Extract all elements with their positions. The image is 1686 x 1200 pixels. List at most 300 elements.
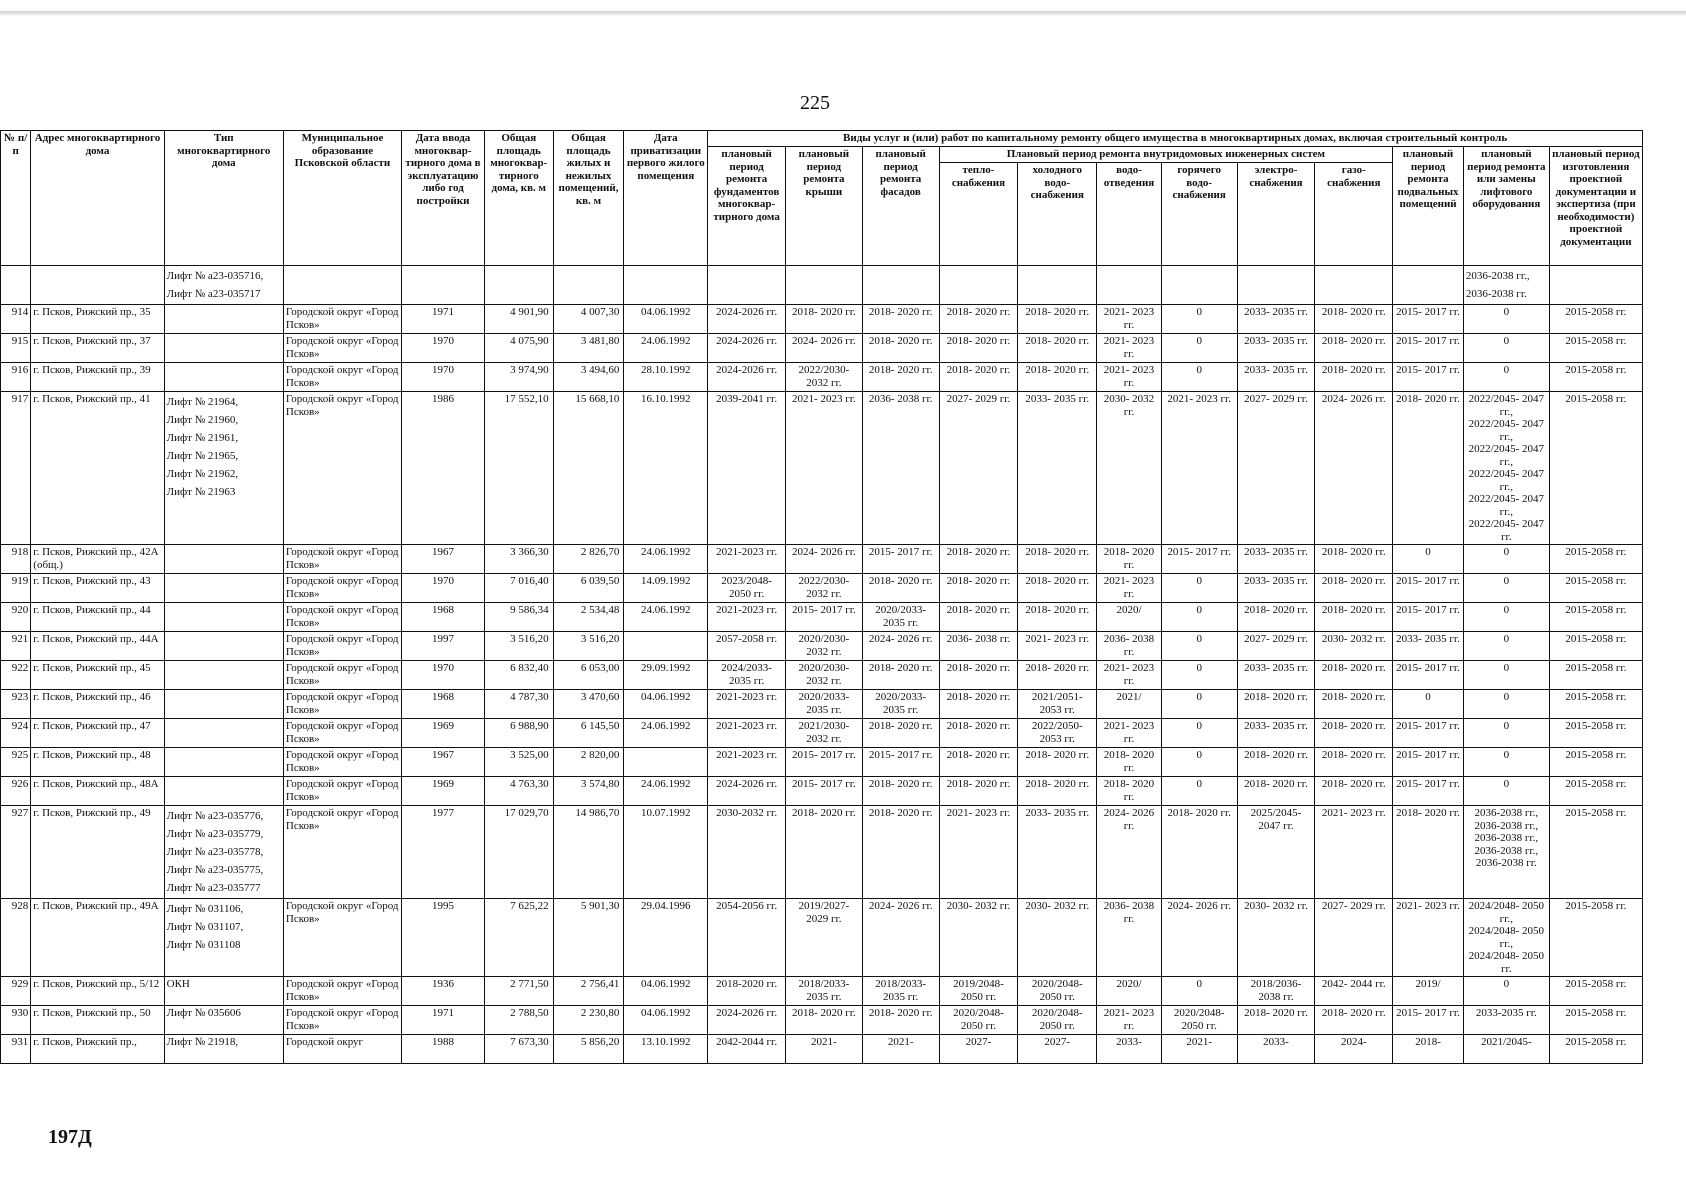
- table-cell-type: [164, 777, 283, 806]
- table-cell-num: 921: [1, 632, 31, 661]
- table-cell-docs: 2015-2058 гг.: [1549, 305, 1642, 334]
- table-cell-hot-water: 2020/2048- 2050 гг.: [1161, 1006, 1237, 1035]
- table-cell-gas: 2018- 2020 гг.: [1315, 748, 1393, 777]
- table-cell-municipality: Городской округ «Город Псков»: [283, 748, 401, 777]
- table-cell-total-area: 3 525,00: [484, 748, 553, 777]
- table-cell-hot-water: 0: [1161, 574, 1237, 603]
- table-cell-electric: 2033- 2035 гг.: [1237, 574, 1315, 603]
- table-cell-docs: 2015-2058 гг.: [1549, 1006, 1642, 1035]
- table-cell-basement: 2015- 2017 гг.: [1393, 574, 1464, 603]
- header-type: Тип многоквартирного дома: [164, 131, 283, 266]
- table-cell-basement: 2033- 2035 гг.: [1393, 632, 1464, 661]
- header-services-group: Виды услуг и (или) работ по капитальному ремонту общего имущества в многоквартирных домах, включая строительный контроль: [708, 131, 1643, 147]
- table-cell-address: г. Псков, Рижский пр., 5/12: [31, 977, 164, 1006]
- lift-period: 0: [1503, 364, 1510, 376]
- table-cell-basement: 2015- 2017 гг.: [1393, 719, 1464, 748]
- table-cell-facade: 2018- 2020 гг.: [862, 1006, 939, 1035]
- table-cell-sewer: 2021- 2023 гг.: [1097, 334, 1162, 363]
- table-cell-roof: 2024- 2026 гг.: [786, 545, 863, 574]
- table-cell-municipality: Городской округ «Город Псков»: [283, 603, 401, 632]
- table-cell-electric: 2025/2045- 2047 гг.: [1237, 806, 1315, 899]
- lift-period: 2036-2038 гг.,: [1474, 807, 1539, 819]
- table-cell-num: 927: [1, 806, 31, 899]
- table-cell-type: [164, 748, 283, 777]
- table-cell-type: [164, 806, 283, 899]
- lift-period: 2022/2045- 2047 гг.,: [1468, 443, 1545, 468]
- table-cell-lift: [1463, 1035, 1549, 1064]
- table-cell-heat: 2018- 2020 гг.: [939, 334, 1018, 363]
- table-cell-total-area: 4 075,90: [484, 334, 553, 363]
- table-cell-hot-water: 0: [1161, 748, 1237, 777]
- table-cell-num: 924: [1, 719, 31, 748]
- table-cell-basement: 2015- 2017 гг.: [1393, 603, 1464, 632]
- table-cell-year: 1995: [402, 899, 485, 977]
- table-cell-sewer: 2036- 2038 гг.: [1097, 899, 1162, 977]
- table-cell-privatization: 10.07.1992: [624, 806, 708, 899]
- lift-period: 2036-2038 гг.,: [1465, 270, 1530, 282]
- table-cell-hot-water: 0: [1161, 632, 1237, 661]
- table-cell-living-area: 3 481,80: [553, 334, 624, 363]
- lift-id: Лифт № а23-035779,: [166, 828, 264, 840]
- lift-period: 2033-2035 гг.: [1475, 1007, 1537, 1019]
- table-cell-foundation: 2039-2041 гг.: [708, 392, 786, 545]
- table-cell-living-area: 4 007,30: [553, 305, 624, 334]
- table-cell-electric: 2018- 2020 гг.: [1237, 690, 1315, 719]
- table-cell-privatization: 16.10.1992: [624, 392, 708, 545]
- header-heat: тепло- снабжения: [939, 163, 1018, 266]
- lift-id: Лифт № 21962,: [166, 468, 239, 480]
- table-cell-lift: [1463, 661, 1549, 690]
- lift-id: Лифт № 21961,: [166, 432, 239, 444]
- table-cell-facade: 2020/2033- 2035 гг.: [862, 690, 939, 719]
- table-cell-roof: 2018- 2020 гг.: [786, 305, 863, 334]
- table-cell-num: 930: [1, 1006, 31, 1035]
- lift-id: Лифт № а23-035776,: [166, 810, 264, 822]
- lift-id: Лифт № 21960,: [166, 414, 239, 426]
- table-cell-type: [164, 305, 283, 334]
- footer-code: 197Д: [48, 1126, 92, 1148]
- table-cell-municipality: Городской округ «Город Псков»: [283, 690, 401, 719]
- table-cell-num: 922: [1, 661, 31, 690]
- table-cell-roof: 2021/2030- 2032 гг.: [786, 719, 863, 748]
- table-row: [1, 574, 1643, 603]
- table-cell-year: 1970: [402, 661, 485, 690]
- table-cell-total-area: 7 673,30: [484, 1035, 553, 1064]
- table-body: [1, 266, 1643, 1064]
- table-cell-address: г. Псков, Рижский пр., 48: [31, 748, 164, 777]
- table-cell-total-area: 3 516,20: [484, 632, 553, 661]
- table-cell-year: 1988: [402, 1035, 485, 1064]
- table-cell-foundation: 2030-2032 гг.: [708, 806, 786, 899]
- header-roof: плановый период ремонта крыши: [786, 147, 863, 266]
- lift-id: Лифт № 21965,: [166, 450, 239, 462]
- table-cell-privatization: 28.10.1992: [624, 363, 708, 392]
- table-cell-foundation: 2024/2033- 2035 гг.: [708, 661, 786, 690]
- table-cell-roof: 2015- 2017 гг.: [786, 777, 863, 806]
- table-cell-hot-water: 2015- 2017 гг.: [1161, 545, 1237, 574]
- table-cell-facade: 2018- 2020 гг.: [862, 574, 939, 603]
- table-cell-num: 914: [1, 305, 31, 334]
- table-cell-docs: 2015-2058 гг.: [1549, 777, 1642, 806]
- table-cell-heat: 2018- 2020 гг.: [939, 305, 1018, 334]
- table-cell-living-area: 2 820,00: [553, 748, 624, 777]
- table-cell-hot-water: 2024- 2026 гг.: [1161, 899, 1237, 977]
- table-cell-type: Лифт № 21918,: [164, 1035, 283, 1064]
- table-cell-gas: 2027- 2029 гг.: [1315, 899, 1393, 977]
- table-cell-total-area: 6 832,40: [484, 661, 553, 690]
- table-cell-address: г. Псков, Рижский пр., 50: [31, 1006, 164, 1035]
- table-cell-total-area: 4 901,90: [484, 305, 553, 334]
- table-cell-year: 1968: [402, 603, 485, 632]
- table-cell-living-area: 6 053,00: [553, 661, 624, 690]
- table-cell-sewer: 2020/: [1097, 603, 1162, 632]
- table-cell-electric: 2018- 2020 гг.: [1237, 748, 1315, 777]
- lift-id: Лифт № 031106,: [166, 903, 244, 915]
- table-cell-total-area: 2 788,50: [484, 1006, 553, 1035]
- table-cell-foundation: 2021-2023 гг.: [708, 719, 786, 748]
- table-cell-gas: 2018- 2020 гг.: [1315, 305, 1393, 334]
- header-year: Дата ввода многоквар- тирного дома в эксплуатацию либо год постройки: [402, 131, 485, 266]
- table-cell-heat: 2030- 2032 гг.: [939, 899, 1018, 977]
- table-cell-address: г. Псков, Рижский пр., 49: [31, 806, 164, 899]
- table-cell-privatization: 14.09.1992: [624, 574, 708, 603]
- table-cell-living-area: 14 986,70: [553, 806, 624, 899]
- table-cell-year: 1969: [402, 719, 485, 748]
- table-cell-municipality: Городской округ «Город Псков»: [283, 305, 401, 334]
- table-cell-heat: 2018- 2020 гг.: [939, 545, 1018, 574]
- table-cell-total-area: 2 771,50: [484, 977, 553, 1006]
- table-cell-cold-water: 2021/2051- 2053 гг.: [1018, 690, 1097, 719]
- header-basement: плановый период ремонта подвальных помещений: [1393, 147, 1464, 266]
- table-row: [1, 305, 1643, 334]
- table-row: [1, 363, 1643, 392]
- table-cell-heat: 2018- 2020 гг.: [939, 690, 1018, 719]
- table-cell-gas: 2018- 2020 гг.: [1315, 545, 1393, 574]
- table-cell-sewer: 2030- 2032 гг.: [1097, 392, 1162, 545]
- table-cell-lift: [1463, 632, 1549, 661]
- table-cell-sewer: 2033-: [1097, 1035, 1162, 1064]
- table-cell-basement: 2018- 2020 гг.: [1393, 806, 1464, 899]
- table-cell-privatization: 04.06.1992: [624, 1006, 708, 1035]
- table-cell-type: [164, 334, 283, 363]
- table-cell-hot-water: 2021- 2023 гг.: [1161, 392, 1237, 545]
- table-cell-basement: 2019/: [1393, 977, 1464, 1006]
- table-cell-type: ОКН: [164, 977, 283, 1006]
- table-cell-living-area: 2 826,70: [553, 545, 624, 574]
- lift-period: 0: [1503, 306, 1510, 318]
- table-cell-heat: 2019/2048- 2050 гг.: [939, 977, 1018, 1006]
- table-cell-basement: 2015- 2017 гг.: [1393, 661, 1464, 690]
- table-cell-living-area: 2 756,41: [553, 977, 624, 1006]
- table-cell-living-area: 3 574,80: [553, 777, 624, 806]
- table-cell-municipality: Городской округ «Город Псков»: [283, 1006, 401, 1035]
- table-cell-gas: 2042- 2044 гг.: [1315, 977, 1393, 1006]
- table-row: [1, 1035, 1643, 1064]
- table-cell-num: 919: [1, 574, 31, 603]
- table-cell-privatization: 04.06.1992: [624, 690, 708, 719]
- table-cell-electric: 2033- 2035 гг.: [1237, 661, 1315, 690]
- table-cell-facade: 2018- 2020 гг.: [862, 334, 939, 363]
- table-cell-lift: [1463, 363, 1549, 392]
- table-row: [1, 777, 1643, 806]
- table-cell-num: 931: [1, 1035, 31, 1064]
- table-cell-foundation: 2021-2023 гг.: [708, 603, 786, 632]
- table-cell-electric: 2033- 2035 гг.: [1237, 545, 1315, 574]
- table-cell-basement: 2015- 2017 гг.: [1393, 777, 1464, 806]
- table-cell-heat: 2018- 2020 гг.: [939, 363, 1018, 392]
- table-cell-total-area: 4 763,30: [484, 777, 553, 806]
- table-cell-basement: 2015- 2017 гг.: [1393, 305, 1464, 334]
- table-cell-year: 1970: [402, 363, 485, 392]
- header-foundation: плановый период ремонта фундаментов многоквар- тирного дома: [708, 147, 786, 266]
- table-cell-living-area: 3 494,60: [553, 363, 624, 392]
- table-cell-gas: 2018- 2020 гг.: [1315, 363, 1393, 392]
- table-cell-gas: 2018- 2020 гг.: [1315, 690, 1393, 719]
- table-cell-sewer: 2018- 2020 гг.: [1097, 777, 1162, 806]
- table-cell-municipality: Городской округ «Город Псков»: [283, 363, 401, 392]
- table-cell-heat: 2018- 2020 гг.: [939, 748, 1018, 777]
- table-cell-foundation: 2024-2026 гг.: [708, 305, 786, 334]
- page-number: 225: [800, 92, 830, 114]
- table-row: [1, 632, 1643, 661]
- table-cell-year: 1977: [402, 806, 485, 899]
- table-cell-lift: [1463, 977, 1549, 1006]
- table-cell-cold-water: 2027-: [1018, 1035, 1097, 1064]
- table-cell-cold-water: 2018- 2020 гг.: [1018, 363, 1097, 392]
- table-cell-year: 1936: [402, 977, 485, 1006]
- header-municipality: Муниципальное образование Псковской области: [283, 131, 401, 266]
- table-cell-total-area: 3 366,30: [484, 545, 553, 574]
- table-row: [1, 545, 1643, 574]
- table-cell-address: г. Псков, Рижский пр., 37: [31, 334, 164, 363]
- table-cell-foundation: 2021-2023 гг.: [708, 748, 786, 777]
- table-cell-docs: 2015-2058 гг.: [1549, 632, 1642, 661]
- lift-period: 2024/2048- 2050 гг.,: [1468, 900, 1545, 925]
- table-cell-year: 1970: [402, 574, 485, 603]
- table-cell-address: г. Псков, Рижский пр., 46: [31, 690, 164, 719]
- table-cell-lift: [1463, 806, 1549, 899]
- table-cell-num: 915: [1, 334, 31, 363]
- table-cell-municipality: Городской округ «Город Псков»: [283, 334, 401, 363]
- table-cell-sewer: 2021- 2023 гг.: [1097, 661, 1162, 690]
- table-cell-address: г. Псков, Рижский пр., 48А: [31, 777, 164, 806]
- table-cell-type: [164, 392, 283, 545]
- table-cell-sewer: 2018- 2020 гг.: [1097, 545, 1162, 574]
- table-row: [1, 719, 1643, 748]
- table-cell-foundation: 2023/2048- 2050 гг.: [708, 574, 786, 603]
- table-cell-hot-water: 0: [1161, 363, 1237, 392]
- table-cell-privatization: 04.06.1992: [624, 305, 708, 334]
- table-cell-sewer: 2024- 2026 гг.: [1097, 806, 1162, 899]
- lift-period: 2036-2038 гг.: [1475, 857, 1537, 869]
- table-cell-address: г. Псков, Рижский пр., 35: [31, 305, 164, 334]
- table-cell-lift: [1463, 334, 1549, 363]
- table-cell-municipality: Городской округ «Город Псков»: [283, 719, 401, 748]
- table-cell-address: г. Псков, Рижский пр., 39: [31, 363, 164, 392]
- table-cell-hot-water: 0: [1161, 661, 1237, 690]
- header-total-area: Общая площадь многоквар- тирного дома, кв. м: [484, 131, 553, 266]
- table-cell-num: 923: [1, 690, 31, 719]
- continuation-lift-cell: [1463, 266, 1549, 305]
- header-hot-water: горячего водо- снабжения: [1161, 163, 1237, 266]
- table-cell-heat: 2027- 2029 гг.: [939, 392, 1018, 545]
- table-cell-electric: 2018- 2020 гг.: [1237, 603, 1315, 632]
- table-cell-municipality: Городской округ: [283, 1035, 401, 1064]
- table-cell-address: г. Псков, Рижский пр., 44: [31, 603, 164, 632]
- table-cell-facade: 2020/2033- 2035 гг.: [862, 603, 939, 632]
- table-cell-facade: 2036- 2038 гг.: [862, 392, 939, 545]
- table-cell-cold-water: 2018- 2020 гг.: [1018, 574, 1097, 603]
- table-cell-year: 1969: [402, 777, 485, 806]
- lift-period: 2036-2038 гг.: [1465, 288, 1527, 300]
- continuation-row: [1, 266, 1643, 305]
- table-cell-year: 1970: [402, 334, 485, 363]
- table-cell-roof: 2021- 2023 гг.: [786, 392, 863, 545]
- table-cell-sewer: 2021- 2023 гг.: [1097, 719, 1162, 748]
- table-cell-hot-water: 0: [1161, 777, 1237, 806]
- lift-period: 2021/2045-: [1480, 1036, 1532, 1048]
- table-cell-type: [164, 899, 283, 977]
- table-cell-municipality: Городской округ «Город Псков»: [283, 392, 401, 545]
- table-cell-facade: 2015- 2017 гг.: [862, 545, 939, 574]
- lift-period: 2022/2045- 2047 гг.,: [1468, 393, 1545, 418]
- table-cell-roof: 2015- 2017 гг.: [786, 603, 863, 632]
- lift-period: 0: [1503, 778, 1510, 790]
- table-cell-lift: [1463, 1006, 1549, 1035]
- table-cell-basement: 0: [1393, 690, 1464, 719]
- table-cell-year: 1971: [402, 1006, 485, 1035]
- table-cell-heat: 2018- 2020 гг.: [939, 661, 1018, 690]
- table-cell-municipality: Городской округ «Город Псков»: [283, 661, 401, 690]
- table-cell-lift: [1463, 899, 1549, 977]
- table-cell-hot-water: 0: [1161, 305, 1237, 334]
- table-cell-address: г. Псков, Рижский пр., 45: [31, 661, 164, 690]
- table-cell-roof: 2022/2030- 2032 гг.: [786, 574, 863, 603]
- table-cell-electric: 2030- 2032 гг.: [1237, 899, 1315, 977]
- table-cell-foundation: 2024-2026 гг.: [708, 777, 786, 806]
- header-address: Адрес многоквартирного дома: [31, 131, 164, 266]
- table-cell-foundation: 2021-2023 гг.: [708, 545, 786, 574]
- table-cell-municipality: Городской округ «Город Псков»: [283, 632, 401, 661]
- table-cell-privatization: 24.06.1992: [624, 334, 708, 363]
- table-cell-roof: 2020/2030- 2032 гг.: [786, 661, 863, 690]
- table-cell-sewer: 2021- 2023 гг.: [1097, 363, 1162, 392]
- table-cell-facade: 2018- 2020 гг.: [862, 661, 939, 690]
- table-cell-privatization: 24.06.1992: [624, 545, 708, 574]
- table-cell-docs: 2015-2058 гг.: [1549, 363, 1642, 392]
- table-cell-basement: 2018-: [1393, 1035, 1464, 1064]
- table-cell-address: г. Псков, Рижский пр., 41: [31, 392, 164, 545]
- table-cell-total-area: 7 625,22: [484, 899, 553, 977]
- table-cell-year: 1986: [402, 392, 485, 545]
- table-cell-num: 928: [1, 899, 31, 977]
- header-sewer: водо- отведения: [1097, 163, 1162, 266]
- table-cell-year: 1971: [402, 305, 485, 334]
- table-cell-lift: [1463, 748, 1549, 777]
- table-cell-total-area: 4 787,30: [484, 690, 553, 719]
- lift-id: Лифт № 21964,: [166, 396, 239, 408]
- table-row: [1, 806, 1643, 899]
- table-cell-type: [164, 661, 283, 690]
- lift-period: 2024/2048- 2050 гг.,: [1468, 925, 1545, 950]
- table-cell-basement: 2021- 2023 гг.: [1393, 899, 1464, 977]
- table-cell-roof: 2019/2027- 2029 гг.: [786, 899, 863, 977]
- table-cell-cold-water: 2030- 2032 гг.: [1018, 899, 1097, 977]
- table-cell-year: 1997: [402, 632, 485, 661]
- lift-period: 2022/2045- 2047 гг.,: [1468, 468, 1545, 493]
- lift-period: 0: [1503, 720, 1510, 732]
- table-cell-sewer: 2021/: [1097, 690, 1162, 719]
- table-cell-num: 929: [1, 977, 31, 1006]
- table-row: [1, 899, 1643, 977]
- table-cell-type: [164, 545, 283, 574]
- table-cell-roof: 2018- 2020 гг.: [786, 806, 863, 899]
- table-cell-gas: 2018- 2020 гг.: [1315, 334, 1393, 363]
- table-cell-electric: 2018/2036- 2038 гг.: [1237, 977, 1315, 1006]
- table-cell-basement: 2015- 2017 гг.: [1393, 334, 1464, 363]
- table-cell-type: Лифт № 035606: [164, 1006, 283, 1035]
- table-cell-hot-water: 0: [1161, 977, 1237, 1006]
- table-cell-sewer: 2036- 2038 гг.: [1097, 632, 1162, 661]
- table-cell-cold-water: 2018- 2020 гг.: [1018, 603, 1097, 632]
- table-cell-address: г. Псков, Рижский пр., 43: [31, 574, 164, 603]
- table-cell-living-area: 2 230,80: [553, 1006, 624, 1035]
- table-cell-type: [164, 719, 283, 748]
- table-cell-electric: 2027- 2029 гг.: [1237, 632, 1315, 661]
- table-cell-electric: 2018- 2020 гг.: [1237, 777, 1315, 806]
- table-cell-gas: 2024-: [1315, 1035, 1393, 1064]
- lift-id: Лифт № 21963: [166, 486, 236, 498]
- header-systems-group: Плановый период ремонта внутридомовых инженерных систем: [939, 147, 1393, 163]
- table-cell-living-area: 6 039,50: [553, 574, 624, 603]
- table-cell-heat: 2036- 2038 гг.: [939, 632, 1018, 661]
- table-cell-docs: 2015-2058 гг.: [1549, 719, 1642, 748]
- continuation-type-cell: [164, 266, 283, 305]
- lift-period: 0: [1503, 662, 1510, 674]
- table-cell-heat: 2021- 2023 гг.: [939, 806, 1018, 899]
- lift-id: Лифт № а23-035716,: [166, 270, 264, 282]
- table-cell-privatization: 13.10.1992: [624, 1035, 708, 1064]
- table-cell-lift: [1463, 545, 1549, 574]
- lift-period: 0: [1503, 691, 1510, 703]
- table-cell-heat: 2018- 2020 гг.: [939, 574, 1018, 603]
- table-cell-facade: 2024- 2026 гг.: [862, 632, 939, 661]
- table-cell-gas: 2030- 2032 гг.: [1315, 632, 1393, 661]
- table-cell-living-area: 5 901,30: [553, 899, 624, 977]
- table-cell-facade: 2021-: [862, 1035, 939, 1064]
- table-cell-roof: 2015- 2017 гг.: [786, 748, 863, 777]
- table-cell-cold-water: 2018- 2020 гг.: [1018, 545, 1097, 574]
- lift-period: 2022/2045- 2047 гг.,: [1468, 418, 1545, 443]
- table-cell-gas: 2021- 2023 гг.: [1315, 806, 1393, 899]
- table-cell-docs: 2015-2058 гг.: [1549, 334, 1642, 363]
- table-cell-docs: 2015-2058 гг.: [1549, 748, 1642, 777]
- table-row: [1, 690, 1643, 719]
- table-cell-electric: 2027- 2029 гг.: [1237, 392, 1315, 545]
- table-cell-lift: [1463, 574, 1549, 603]
- table-cell-num: 916: [1, 363, 31, 392]
- table-cell-foundation: 2018-2020 гг.: [708, 977, 786, 1006]
- table-row: [1, 748, 1643, 777]
- table-row: [1, 661, 1643, 690]
- table-cell-cold-water: 2018- 2020 гг.: [1018, 305, 1097, 334]
- table-cell-gas: 2018- 2020 гг.: [1315, 574, 1393, 603]
- table-cell-type: [164, 690, 283, 719]
- table-cell-facade: 2018/2033- 2035 гг.: [862, 977, 939, 1006]
- lift-id: Лифт № а23-035777: [166, 882, 261, 894]
- lift-period: 2036-2038 гг.,: [1474, 819, 1539, 832]
- header-docs: плановый период изготовления проектной документации и экспертиза (при необходимости) проектной документации: [1549, 147, 1642, 266]
